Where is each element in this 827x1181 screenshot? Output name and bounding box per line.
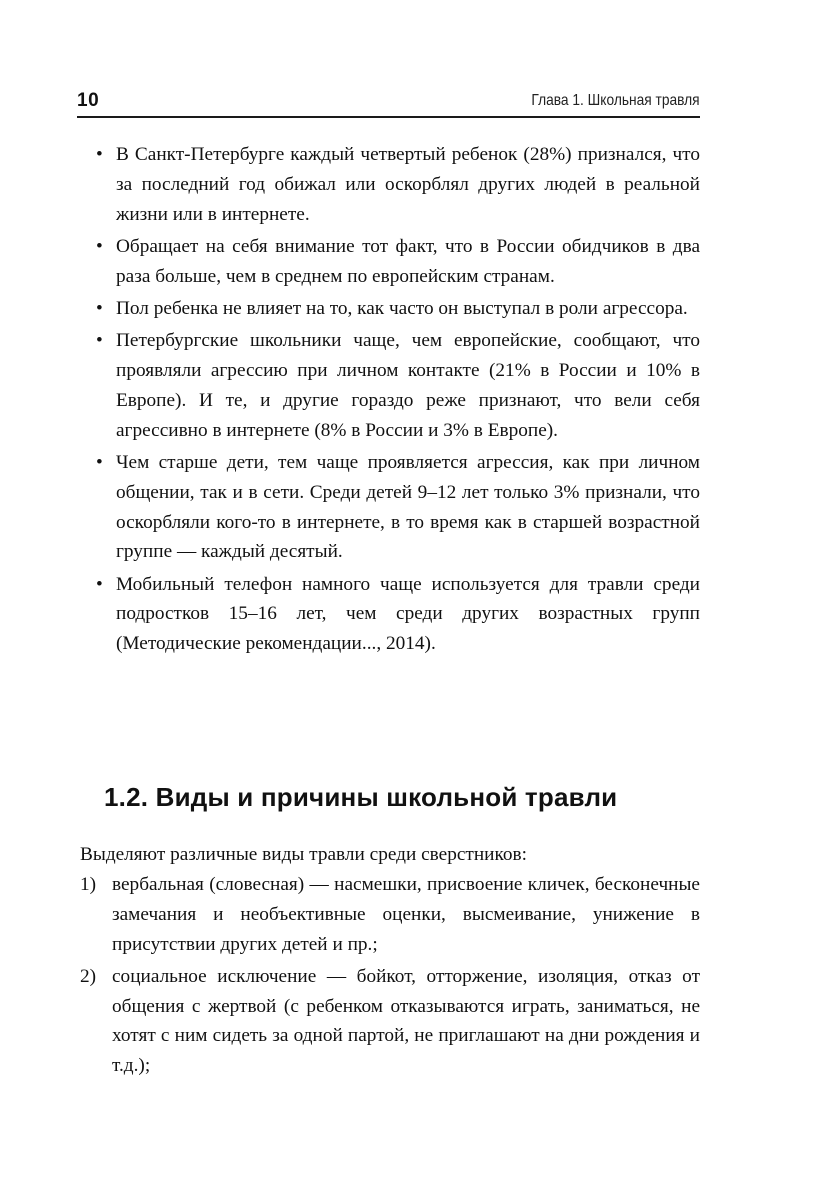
bullet-marker: • — [96, 573, 103, 595]
bullet-item — [96, 140, 700, 229]
bullet-item — [96, 326, 700, 445]
bullet-item — [96, 570, 700, 659]
bullet-marker: • — [96, 451, 103, 473]
running-header — [77, 88, 700, 118]
bullet-item — [96, 232, 700, 292]
bullet-text: Пол ребенка не влияет на то, как часто он выступал в роли агрессора. — [116, 297, 688, 319]
bullet-text: В Санкт-Петербурге каждый четвертый ребенок (28%) признался, что за последний год обижал или оскорблял других людей в реальной жизни или в интернете. — [116, 144, 700, 225]
statistics-bullet-list — [96, 140, 700, 662]
bullet-text: Мобильный телефон намного чаще используется для травли среди подростков 15–16 лет, чем среди других возрастных групп (Методические рекомендации..., 2014). — [116, 573, 700, 655]
bullet-marker: • — [96, 144, 103, 165]
numbered-item — [80, 870, 700, 959]
bullet-marker: • — [96, 330, 103, 352]
bullying-types-list — [80, 870, 700, 1084]
bullet-text: Петербургские школьники чаще, чем европейские, сообщают, что проявляли агрессию при личном контакте (21% в России и 10% в Европе). И те, и другие гораздо реже признают, что вели себя агрессивно в интернете (8% в России и 3% в Европе). — [116, 330, 700, 441]
bullet-text: Обращает на себя внимание тот факт, что в России обидчиков в два раза больше, чем в среднем по европейским странам. — [116, 235, 700, 287]
bullet-item — [96, 294, 700, 324]
bullet-item — [96, 448, 700, 567]
bullet-text: Чем старше дети, тем чаще проявляется агрессия, как при личном общении, так и в сети. Среди детей 9–12 лет только 3% признали, что оскорбляли кого-то в интернете, в то время как в старшей возрастной группе — каждый десятый. — [116, 451, 700, 563]
item-text: социальное исключение — бойкот, отторжение, изоляция, отказ от общения с жертвой (с ребенком отказываются играть, заниматься, не хотят с ним сидеть за одной партой, не приглашают на дни рождения и т.д.); — [112, 965, 700, 1077]
section-intro: Выделяют различные виды травли среди сверстников: — [80, 844, 527, 865]
item-number: 1) — [80, 874, 97, 895]
item-number: 2) — [80, 965, 97, 987]
item-text: вербальная (словесная) — насмешки, присвоение кличек, бесконечные замечания и необъективные оценки, высмеивание, унижение в присутствии других детей и пр.; — [112, 874, 700, 955]
bullet-marker: • — [96, 297, 103, 319]
bullet-marker: • — [96, 235, 103, 257]
numbered-item — [80, 962, 700, 1081]
chapter-running-head: Глава 1. Школьная травля — [531, 92, 700, 109]
page-number: 10 — [77, 90, 100, 111]
section-heading: 1.2. Виды и причины школьной травли — [104, 782, 618, 812]
